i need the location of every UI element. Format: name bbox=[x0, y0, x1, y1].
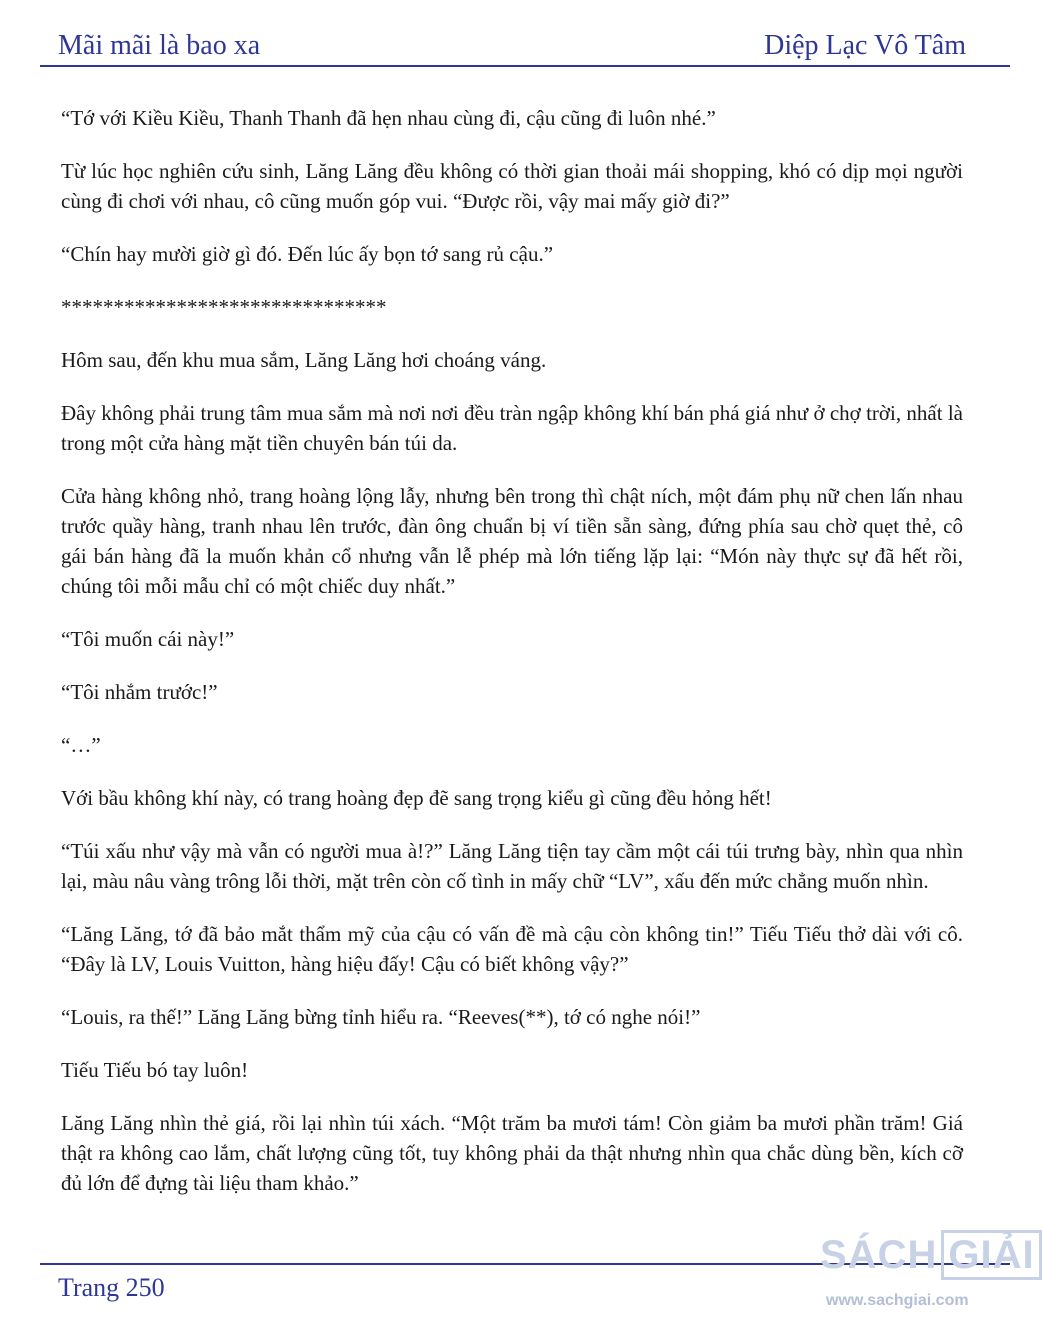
watermark-logo bbox=[820, 1230, 1042, 1280]
paragraph: Lăng Lăng nhìn thẻ giá, rồi lại nhìn túi xách. “Một trăm ba mươi tám! Còn giảm ba mươi phần trăm! Giá thật ra không cao lắm, chất lượng cũng tốt, tuy không phải da thật nhưng nhìn qua chắc dùng bền, kích cỡ đủ lớn để đựng tài liệu tham khảo.” bbox=[61, 1111, 963, 1195]
paragraph: Với bầu không khí này, có trang hoàng đẹp đẽ sang trọng kiểu gì cũng đều hỏng hết! bbox=[61, 786, 772, 810]
paragraph: Tiếu Tiếu bó tay luôn! bbox=[61, 1058, 249, 1082]
paragraph: “Túi xấu như vậy mà vẫn có người mua à!?” Lăng Lăng tiện tay cầm một cái túi trưng bày, nhìn qua nhìn lại, màu nâu vàng trông lỗi thời, mặt trên còn cố tình in mấy chữ “LV”, xấu đến mức chẳng muốn nhìn. bbox=[61, 839, 963, 893]
page-body bbox=[61, 103, 963, 1221]
paragraph: “…” bbox=[61, 733, 101, 757]
sachgiai-watermark bbox=[806, 1222, 1035, 1322]
header-divider bbox=[40, 65, 1010, 67]
paragraph: Đây không phải trung tâm mua sắm mà nơi nơi đều tràn ngập không khí bán phá giá như ở chợ trời, nhất là trong một cửa hàng mặt tiền chuyên bán túi da. bbox=[61, 401, 963, 455]
book-title: Mãi mãi là bao xa bbox=[58, 30, 261, 61]
scene-separator: ******************************* bbox=[61, 295, 387, 319]
paragraph: “Tôi nhắm trước!” bbox=[61, 680, 218, 704]
paragraph: Hôm sau, đến khu mua sắm, Lăng Lăng hơi choáng váng. bbox=[61, 348, 547, 372]
paragraph: “Tôi muốn cái này!” bbox=[61, 627, 235, 651]
author-name: Diệp Lạc Vô Tâm bbox=[764, 30, 966, 61]
paragraph: “Tớ với Kiều Kiều, Thanh Thanh đã hẹn nhau cùng đi, cậu cũng đi luôn nhé.” bbox=[61, 106, 716, 130]
watermark-url: www.sachgiai.com bbox=[826, 1292, 969, 1309]
paragraph: “Lăng Lăng, tớ đã bảo mắt thẩm mỹ của cậu có vấn đề mà cậu còn không tin!” Tiếu Tiếu thở dài với cô. “Đây là LV, Louis Vuitton, hàng hiệu đấy! Cậu có biết không vậy?” bbox=[61, 922, 963, 976]
page-number: Trang 250 bbox=[58, 1273, 165, 1302]
paragraph: “Chín hay mười giờ gì đó. Đến lúc ấy bọn tớ sang rủ cậu.” bbox=[61, 242, 554, 266]
page-header bbox=[58, 24, 966, 62]
watermark-logo-left: SÁCH bbox=[820, 1232, 938, 1277]
paragraph: Cửa hàng không nhỏ, trang hoàng lộng lẫy, nhưng bên trong thì chật ních, một đám phụ nữ chen lấn nhau trước quầy hàng, tranh nhau lên trước, đàn ông chuẩn bị ví tiền sẵn sàng, đứng phía sau chờ quẹt thẻ, cô gái bán hàng đã la muốn khản cổ nhưng vẫn lễ phép mà lớn tiếng lặp lại: “Món này thực sự đã hết rồi, chúng tôi mỗi mẫu chỉ có một chiếc duy nhất.” bbox=[61, 484, 963, 598]
paragraph: “Louis, ra thế!” Lăng Lăng bừng tỉnh hiểu ra. “Reeves(**), tớ có nghe nói!” bbox=[61, 1005, 701, 1029]
paragraph: Từ lúc học nghiên cứu sinh, Lăng Lăng đều không có thời gian thoải mái shopping, khó có dịp mọi người cùng đi chơi với nhau, cô cũng muốn góp vui. “Được rồi, vậy mai mấy giờ đi?” bbox=[61, 159, 963, 213]
watermark-logo-boxed: GIẢI bbox=[941, 1230, 1041, 1280]
